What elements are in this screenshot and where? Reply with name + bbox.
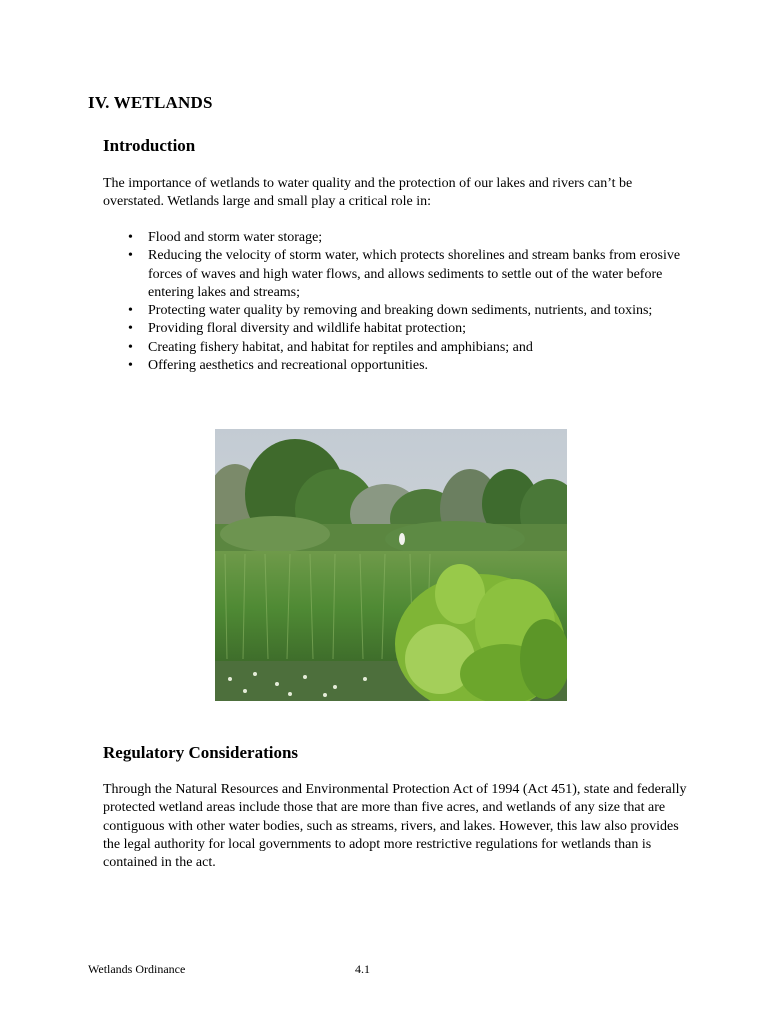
introduction-heading: Introduction xyxy=(103,136,196,155)
list-item-text: Providing floral diversity and wildlife habitat protection; xyxy=(148,321,467,337)
list-item-text: Flood and storm water storage; xyxy=(148,230,323,245)
list-item-text: Protecting water quality by removing and breaking down sediments, nutrients, and toxins; xyxy=(148,303,653,319)
regulatory-heading: Regulatory Considerations xyxy=(103,743,299,762)
footer-page-number: 4.1 xyxy=(355,962,370,976)
bullet-icon: • xyxy=(128,303,133,319)
list-item xyxy=(128,229,688,247)
bullet-icon: • xyxy=(128,321,133,337)
bullet-icon: • xyxy=(128,230,133,245)
list-item xyxy=(128,247,688,302)
introduction-paragraph: The importance of wetlands to water quality and the protection of our lakes and rivers can’t be overstated. Wetlands large and small play a critical role in: xyxy=(103,176,633,210)
list-item-text: Reducing the velocity of storm water, which protects shorelines and stream banks from erosive forces of waves and high water flows, and allows sediments to settle out of the water before entering lakes and streams; xyxy=(148,248,681,300)
wetland-photo xyxy=(215,429,567,701)
section-title: IV. WETLANDS xyxy=(88,93,213,112)
list-item-text: Offering aesthetics and recreational opportunities. xyxy=(148,358,429,374)
bullet-icon: • xyxy=(128,339,133,355)
list-item-text: Creating fishery habitat, and habitat for reptiles and amphibians; and xyxy=(148,339,533,355)
footer-document-title: Wetlands Ordinance xyxy=(88,962,186,976)
list-item xyxy=(128,339,688,357)
list-item xyxy=(128,302,688,320)
bullet-icon: • xyxy=(128,358,133,374)
bullet-icon: • xyxy=(128,248,133,264)
list-item xyxy=(128,357,688,375)
list-item xyxy=(128,320,688,338)
wetland-roles-list xyxy=(128,229,688,375)
regulatory-paragraph: Through the Natural Resources and Environmental Protection Act of 1994 (Act 451), state and federally protected wetland areas include those that are more than five acres, and wetlands of any size that are contiguous with other water bodies, such as streams, rivers, and lakes. However, this law also provides the legal authority for local governments to adopt more restrictive regulations for wetlands than is contained in the act. xyxy=(103,782,687,871)
